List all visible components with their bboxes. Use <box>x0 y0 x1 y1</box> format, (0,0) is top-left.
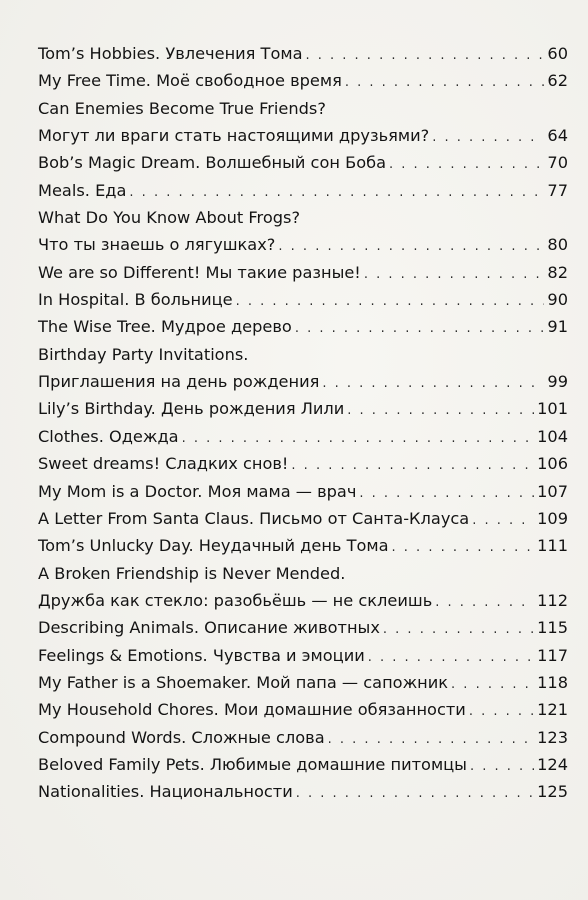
toc-entry-page-number: 111 <box>537 536 568 556</box>
toc-entry-page-number: 112 <box>537 590 568 610</box>
toc-entry <box>38 204 568 231</box>
toc-entry-title: Tom’s Hobbies. Увлечения Тома <box>38 44 303 63</box>
toc-entry <box>38 560 568 587</box>
toc-entry-title: Nationalities. Национальности <box>38 782 293 802</box>
toc-entry-title: My Father is a Shoemaker. Мой папа — сапожник <box>38 672 449 692</box>
toc-entry <box>38 505 568 532</box>
toc-entry-title: Lily’s Birthday. День рождения Лили <box>38 399 345 419</box>
toc-entry-page-number: 82 <box>547 262 568 282</box>
toc-entry-page-number: 104 <box>537 426 568 446</box>
toc-entry <box>38 231 568 258</box>
toc-entry-page-number: 90 <box>547 290 568 310</box>
dot-leader <box>359 480 534 507</box>
toc-entry <box>38 450 568 477</box>
toc-entry <box>38 423 568 450</box>
toc-entry-page-number: 70 <box>547 153 568 173</box>
toc-entry-title: My Free Time. Моё свободное время <box>38 71 342 91</box>
toc-entry-page-number: 99 <box>547 372 568 392</box>
toc-entry <box>38 532 568 559</box>
toc-entry-title: Tom’s Unlucky Day. Неудачный день Тома <box>38 536 389 556</box>
toc-entry <box>38 95 568 122</box>
toc-entry-page-number: 109 <box>537 508 568 528</box>
dot-leader <box>328 726 534 753</box>
toc-entry <box>38 614 568 641</box>
toc-entry-title: A Broken Friendship is Never Mended. <box>38 563 346 583</box>
toc-entry-title: My Mom is a Doctor. Моя мама — врач <box>38 481 357 501</box>
toc-entry <box>38 313 568 340</box>
toc-entry-title: Beloved Family Pets. Любимые домашние питомцы <box>38 754 467 774</box>
toc-entry-page-number: 115 <box>537 618 568 638</box>
dot-leader <box>295 315 545 342</box>
toc-entry-page-number: 91 <box>547 317 568 337</box>
dot-leader <box>435 589 534 616</box>
dot-leader <box>451 671 534 698</box>
toc-entry-title: Sweet dreams! Сладких снов! <box>38 454 289 474</box>
dot-leader <box>383 616 534 643</box>
dot-leader <box>182 425 535 452</box>
toc-entry <box>38 40 568 67</box>
dot-leader <box>345 69 545 96</box>
dot-leader <box>432 124 544 151</box>
toc-entry-page-number: 106 <box>537 454 568 474</box>
toc-entry-page-number: 101 <box>537 399 568 419</box>
toc-entry-title: Дружба как стекло: разобьёшь — не склеишь <box>38 590 433 610</box>
toc-entry-title: A Letter From Santa Claus. Письмо от Санта-Клауса <box>38 508 470 528</box>
toc-entry <box>38 642 568 669</box>
dot-leader <box>278 233 544 260</box>
toc-entry-page-number: 107 <box>537 481 568 501</box>
toc-entry-page-number: 64 <box>547 126 568 146</box>
toc-entry-page-number: 125 <box>537 782 568 802</box>
toc-entry <box>38 478 568 505</box>
toc-entry-page-number: 77 <box>547 180 568 200</box>
toc-entry <box>38 177 568 204</box>
toc-entry-title: In Hospital. В больнице <box>38 290 233 310</box>
dot-leader <box>347 397 534 424</box>
toc-entry-title: Что ты знаешь о лягушках? <box>38 235 276 255</box>
toc-entry-title: Describing Animals. Описание животных <box>38 618 380 638</box>
toc-entry-title: Clothes. Одежда <box>38 426 179 446</box>
toc-entry <box>38 259 568 286</box>
toc-entry <box>38 368 568 395</box>
toc-entry <box>38 67 568 94</box>
toc-entry-page-number: 117 <box>537 645 568 665</box>
toc-entry-title: Приглашения на день рождения <box>38 372 320 392</box>
toc-entry-title: Могут ли враги стать настоящими друзьями? <box>38 126 430 146</box>
dot-leader <box>291 452 534 479</box>
dot-leader <box>470 753 534 780</box>
toc-entry <box>38 724 568 751</box>
toc-entry <box>38 696 568 723</box>
toc-entry-title: What Do You Know About Frogs? <box>38 208 301 228</box>
dot-leader <box>472 507 534 534</box>
dot-leader <box>392 534 535 561</box>
dot-leader <box>305 42 544 69</box>
toc-entry <box>38 341 568 368</box>
dot-leader <box>389 151 544 178</box>
toc-entry <box>38 122 568 149</box>
toc-entry <box>38 587 568 614</box>
dot-leader <box>469 698 534 725</box>
toc-entry <box>38 149 568 176</box>
toc-entry-page-number: 60 <box>547 44 568 63</box>
toc-entry-title: Can Enemies Become True Friends? <box>38 98 326 118</box>
toc-entry-title: My Household Chores. Мои домашние обязанности <box>38 700 466 720</box>
bleed-through-text <box>40 846 570 876</box>
toc-entry-page-number: 62 <box>547 71 568 91</box>
dot-leader <box>129 179 544 206</box>
toc-entry-title: Birthday Party Invitations. <box>38 344 249 364</box>
dot-leader <box>296 780 534 807</box>
toc-entry <box>38 669 568 696</box>
toc-entry-title: We are so Different! Мы такие разные! <box>38 262 361 282</box>
toc-entry-title: Feelings & Emotions. Чувства и эмоции <box>38 645 365 665</box>
dot-leader <box>368 644 534 671</box>
toc-entry <box>38 395 568 422</box>
toc-entry-title: Bob’s Magic Dream. Волшебный сон Боба <box>38 153 386 173</box>
table-of-contents <box>38 40 568 806</box>
toc-entry-title: Meals. Еда <box>38 180 127 200</box>
toc-entry-page-number: 121 <box>537 700 568 720</box>
dot-leader <box>322 370 544 397</box>
toc-entry-title: The Wise Tree. Мудрое дерево <box>38 317 292 337</box>
toc-entry <box>38 751 568 778</box>
toc-entry <box>38 778 568 805</box>
toc-entry-page-number: 124 <box>537 754 568 774</box>
toc-entry <box>38 286 568 313</box>
toc-entry-page-number: 123 <box>537 727 568 747</box>
toc-entry-page-number: 80 <box>547 235 568 255</box>
dot-leader <box>236 288 545 315</box>
toc-entry-title: Compound Words. Сложные слова <box>38 727 325 747</box>
dot-leader <box>364 261 545 288</box>
toc-entry-page-number: 118 <box>537 672 568 692</box>
